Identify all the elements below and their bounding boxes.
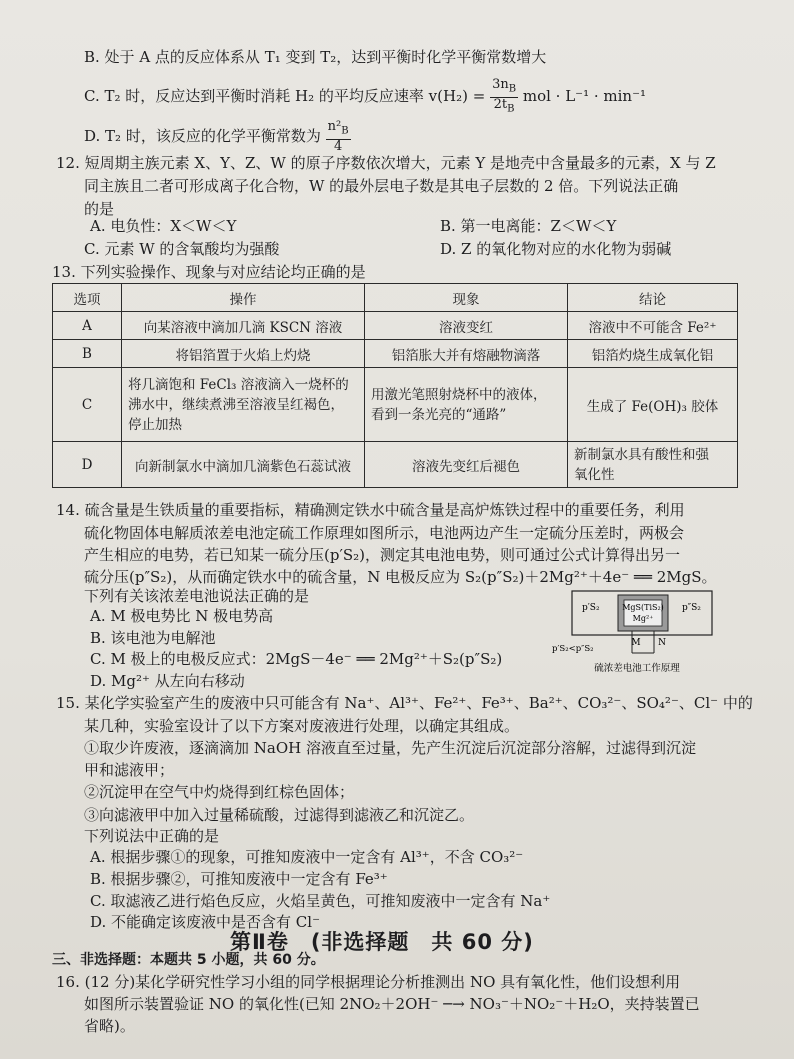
q16-stem-line-2: 如图所示装置验证 NO 的氧化性(已知 2NO₂＋2OH⁻ ─→ NO₃⁻＋NO₂⁻＋H₂O，夹持装置已	[84, 995, 700, 1013]
q16-stem-line-1: 16. (12 分)某化学研究性学习小组的同学根据理论分析推测出 NO 具有氧化性，他们设想利用	[56, 973, 681, 991]
q14-stem-line-3: 产生相应的电势，若已知某一硫分压(p′S₂)，测定其电池电势，则可通过公式计算得出另一	[84, 546, 681, 564]
row-c-phenomenon	[365, 368, 568, 442]
q15-ask: 下列说法中正确的是	[84, 827, 220, 845]
row-d-option: D	[53, 442, 122, 488]
electrolyte-label: MgS(TiS₂)	[622, 603, 664, 612]
header-phenomenon: 现象	[365, 284, 568, 312]
m-electrode-label: M	[631, 638, 641, 648]
diagram-caption: 硫浓差电池工作原理	[594, 663, 680, 674]
table-header-row	[53, 284, 738, 312]
row-a-operation: 向某溶液中滴加几滴 KSCN 溶液	[122, 312, 365, 340]
q14-option-d: D. Mg²⁺ 从左向右移动	[90, 672, 245, 690]
q14-option-a: A. M 极电势比 N 极电势高	[90, 607, 274, 625]
q15-step-2: ②沉淀甲在空气中灼烧得到红棕色固体；	[84, 783, 355, 801]
q11-option-b: B. 处于 A 点的反应体系从 T₁ 变到 T₂，达到平衡时化学平衡常数增大	[84, 48, 547, 66]
q12-option-c: C. 元素 W 的含氧酸均为强酸	[84, 240, 280, 258]
row-d-conclusion-line: 氧化性	[574, 466, 615, 483]
q11-constant-fraction	[326, 120, 351, 154]
row-a-conclusion: 溶液中不可能含 Fe²⁺	[568, 312, 738, 340]
q14-option-b: B. 该电池为电解池	[90, 629, 216, 647]
table-row	[53, 340, 738, 368]
section-three-heading: 三、非选择题：本题共 5 小题，共 60 分。	[52, 952, 325, 968]
row-b-phenomenon: 铝箔胀大并有熔融物滴落	[365, 340, 568, 368]
row-a-option: A	[53, 312, 122, 340]
concentration-cell-diagram	[548, 589, 726, 675]
n-electrode-label: N	[658, 638, 666, 648]
row-d-phenomenon: 溶液先变红后褪色	[365, 442, 568, 488]
row-c-operation-line: 停止加热	[128, 416, 182, 433]
q14-option-c: C. M 极上的电极反应式：2MgS－4e⁻ ══ 2Mg²⁺＋S₂(p″S₂)	[90, 650, 503, 668]
q16-stem-line-3: 省略)。	[84, 1017, 135, 1035]
q15-option-b: B. 根据步骤②，可推知废液中一定含有 Fe³⁺	[90, 870, 388, 888]
q12-option-d: D. Z 的氧化物对应的水化物为弱碱	[440, 240, 672, 258]
row-c-phenomenon-line: 用激光笔照射烧杯中的液体，	[371, 386, 547, 403]
q14-stem-line-4: 硫分压(p″S₂)，从而确定铁水中的硫含量，N 电极反应为 S₂(p″S₂)＋2Mg²⁺＋4e⁻ ══ 2MgS。	[84, 568, 717, 586]
q11-rate-unit: mol · L⁻¹ · min⁻¹	[522, 87, 647, 106]
q11-constant-denominator: 4	[333, 138, 343, 154]
q11-rate-denominator-sub: B	[507, 103, 515, 115]
table-row	[53, 312, 738, 340]
q11-constant-numerator: n²	[327, 119, 342, 134]
header-option: 选项	[53, 284, 122, 312]
q11-rate-numerator-sub: B	[508, 83, 517, 95]
q15-option-a: A. 根据步骤①的现象，可推知废液中一定含有 Al³⁺，不含 CO₃²⁻	[90, 848, 524, 866]
q11-option-c-text: C. T₂ 时，反应达到平衡时消耗 H₂ 的平均反应速率 v(H₂) =	[84, 87, 486, 106]
table-row	[53, 442, 738, 488]
ion-label: Mg²⁺	[632, 614, 654, 623]
left-pressure-label: p′S₂	[582, 603, 600, 613]
q11-rate-fraction	[490, 78, 518, 116]
row-c-phenomenon-line: 看到一条光亮的“通路”	[371, 406, 507, 423]
row-d-conclusion	[568, 442, 738, 488]
row-d-operation: 向新制氯水中滴加几滴紫色石蕊试液	[122, 442, 365, 488]
q11-option-d	[84, 120, 351, 154]
q11-option-c	[84, 78, 646, 116]
pressure-condition-label: p′S₂<p″S₂	[552, 644, 594, 654]
header-operation: 操作	[122, 284, 365, 312]
q14-stem-line-2: 硫化物固体电解质浓差电池定硫工作原理如图所示，电池两边产生一定硫分压差时，两极会	[84, 524, 685, 542]
q12-stem-line-2: 同主族且二者可形成离子化合物，W 的最外层电子数是其电子层数的 2 倍。下列说法正确	[84, 177, 679, 195]
q11-option-d-text: D. T₂ 时，该反应的化学平衡常数为	[84, 126, 321, 145]
q14-ask: 下列有关该浓差电池说法正确的是	[84, 587, 310, 605]
q11-rate-numerator: 3n	[492, 77, 509, 92]
q15-step-1-cont: 甲和滤液甲；	[84, 761, 175, 779]
q11-rate-denominator: 2t	[493, 96, 508, 112]
q15-stem-line-1: 15. 某化学实验室产生的废液中只可能含有 Na⁺、Al³⁺、Fe²⁺、Fe³⁺、Ba²⁺、CO₃²⁻、SO₄²⁻、Cl⁻ 中的	[56, 694, 753, 712]
right-pressure-label: p″S₂	[682, 603, 701, 613]
table-row	[53, 368, 738, 442]
row-b-conclusion: 铝箔灼烧生成氧化铝	[568, 340, 738, 368]
row-a-phenomenon: 溶液变红	[365, 312, 568, 340]
q12-option-b: B. 第一电离能：Z＜W＜Y	[440, 217, 617, 235]
row-c-operation-line: 将几滴饱和 FeCl₃ 溶液滴入一烧杯的	[128, 376, 349, 393]
q11-constant-numerator-sub: B	[341, 125, 349, 137]
q13-stem: 13. 下列实验操作、现象与对应结论均正确的是	[52, 263, 366, 281]
row-b-option: B	[53, 340, 122, 368]
row-c-option: C	[53, 368, 122, 442]
q12-stem-line-1: 12. 短周期主族元素 X、Y、Z、W 的原子序数依次增大，元素 Y 是地壳中含量最多的元素，X 与 Z	[56, 154, 716, 172]
q15-stem-line-2: 某几种，实验室设计了以下方案对废液进行处理，以确定其组成。	[84, 717, 520, 735]
q15-option-d: D. 不能确定该废液中是否含有 Cl⁻	[90, 913, 320, 931]
row-b-operation: 将铝箔置于火焰上灼烧	[122, 340, 365, 368]
header-conclusion: 结论	[568, 284, 738, 312]
q15-option-c: C. 取滤液乙进行焰色反应，火焰呈黄色，可推知废液中一定含有 Na⁺	[90, 892, 551, 910]
part-two-title: 第Ⅱ卷 (非选择题 共 60 分)	[230, 930, 534, 954]
q12-option-a: A. 电负性：X＜W＜Y	[90, 217, 237, 235]
q15-step-1: ①取少许废液，逐滴滴加 NaOH 溶液直至过量，先产生沉淀后沉淀部分溶解，过滤得到沉淀	[84, 739, 696, 757]
q14-stem-line-1: 14. 硫含量是生铁质量的重要指标，精确测定铁水中硫含量是高炉炼铁过程中的重要任务，利用	[56, 501, 685, 519]
row-c-operation-line: 沸水中，继续煮沸至溶液呈红褐色，	[128, 396, 344, 413]
row-c-conclusion: 生成了 Fe(OH)₃ 胶体	[568, 368, 738, 442]
row-d-conclusion-line: 新制氯水具有酸性和强	[574, 446, 709, 463]
row-c-operation	[122, 368, 365, 442]
q15-step-3: ③向滤液甲中加入过量稀硫酸，过滤得到滤液乙和沉淀乙。	[84, 806, 475, 824]
q12-stem-line-3: 的是	[84, 200, 115, 218]
q13-table	[52, 283, 738, 488]
